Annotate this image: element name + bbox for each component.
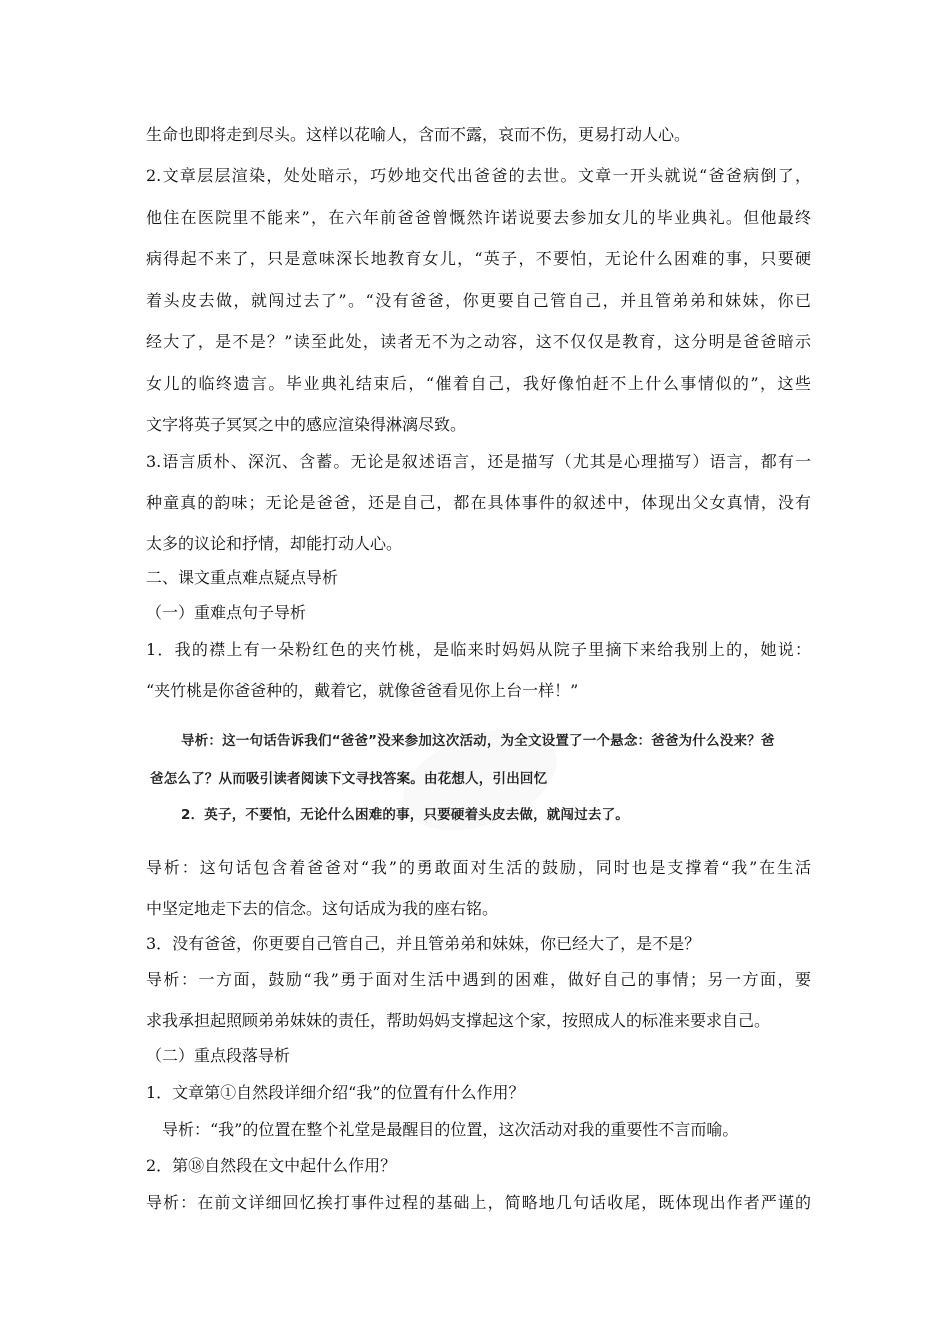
paragraph-line: 太多的议论和抒情，却能打动人心。: [146, 534, 403, 553]
paragraph-line: 中坚定地走下去的信念。这句话成为我的座右铭。: [146, 899, 499, 918]
embedded-image-text: 2．英子，不要怕，无论什么困难的事，只要硬着头皮去做，就闯过去了。: [181, 807, 629, 823]
subsection-heading: （二）重点段落导析: [146, 1046, 291, 1065]
subsection-heading: （一）重难点句子导析: [146, 603, 307, 622]
paragraph-line: 女儿的临终遗言。毕业典礼结束后，“催着自己，我好像怕赶不上什么事情似的”，这些: [146, 374, 811, 393]
paragraph-line: 经大了，是不是？”读至此处，读者无不为之动容，这不仅仅是教育，这分明是爸爸暗示: [146, 332, 811, 351]
paragraph-line: 导析：这句话包含着爸爸对“我”的勇敢面对生活的鼓励，同时也是支撑着“我”在生活: [146, 858, 811, 877]
paragraph-line: 3．没有爸爸，你更要自己管自己，并且管弟弟和妹妹，你已经大了，是不是？: [146, 934, 701, 953]
paragraph-line: 导析：在前文详细回忆挨打事件过程的基础上，简略地几句话收尾，既体现出作者严谨的: [146, 1193, 811, 1212]
paragraph-line: 1．我的襟上有一朵粉红色的夹竹桃，是临来时妈妈从院子里摘下来给我别上的，她说：: [146, 640, 811, 659]
paragraph-line: 文字将英子冥冥之中的感应渲染得淋漓尽致。: [146, 415, 467, 434]
paragraph-line: 他住在医院里不能来”，在六年前爸爸曾慨然许诺说要去参加女儿的毕业典礼。但他最终: [146, 208, 811, 227]
paragraph-line: 生命也即将走到尽头。这样以花喻人，含而不露，哀而不伤，更易打动人心。: [146, 125, 691, 144]
paragraph-line: 导析：一方面，鼓励“我”勇于面对生活中遇到的困难，做好自己的事情；另一方面，要: [146, 970, 811, 989]
embedded-image-text: [181, 732, 775, 750]
paragraph-line: 着头皮去做，就闯过去了”。“没有爸爸，你更要自己管自己，并且管弟弟和妹妹，你已: [146, 291, 811, 310]
paragraph-line: 1．文章第①自然段详细介绍“我”的位置有什么作用？: [146, 1083, 525, 1102]
paragraph-line: 2.文章层层渲染，处处暗示，巧妙地交代出爸爸的去世。文章一开头就说“爸爸病倒了，: [146, 166, 811, 185]
analysis-label: 导析：: [181, 733, 223, 749]
paragraph-line: 求我承担起照顾弟弟妹妹的责任，帮助妈妈支撑起这个家，按照成人的标准来要求自己。: [146, 1011, 771, 1030]
section-heading: 二、课文重点难点疑点导析: [146, 568, 339, 587]
paragraph-line: 2．第⑱自然段在文中起什么作用？: [146, 1156, 397, 1175]
paragraph-line: 3.语言质朴、深沉、含蓄。无论是叙述语言，还是描写（尤其是心理描写）语言，都有一: [146, 452, 811, 471]
paragraph-line: “夹竹桃是你爸爸种的，戴着它，就像爸爸看见你上台一样！”: [146, 681, 579, 700]
analysis-text: 这一句话告诉我们“爸爸”没来参加这次活动，为全文设置了一个悬念：爸爸为什么没来？爸: [222, 733, 775, 749]
embedded-image-text: 爸怎么了？从而吸引读者阅读下文寻找答案。由花想人，引出回忆: [150, 771, 548, 787]
paragraph-line: 导析：“我”的位置在整个礼堂是最醒目的位置，这次活动对我的重要性不言而喻。: [162, 1120, 739, 1139]
paragraph-line: 病得起不来了，只是意味深长地教育女儿，“英子，不要怕，无论什么困难的事，只要硬: [146, 249, 811, 268]
paragraph-line: 种童真的韵味；无论是爸爸，还是自己，都在具体事件的叙述中，体现出父女真情，没有: [146, 493, 811, 512]
